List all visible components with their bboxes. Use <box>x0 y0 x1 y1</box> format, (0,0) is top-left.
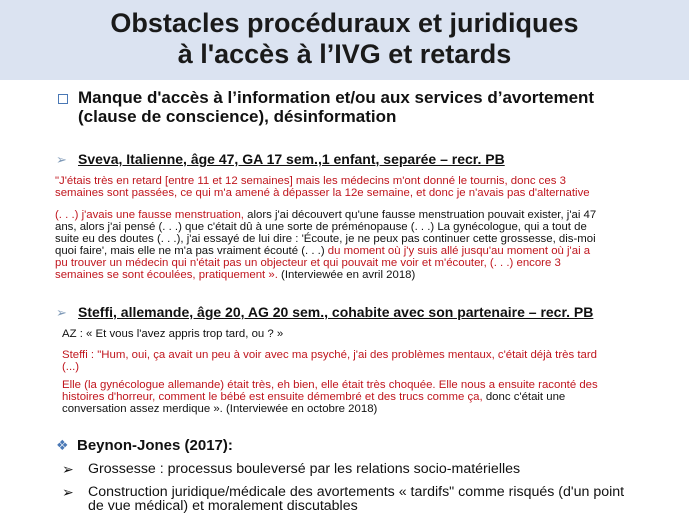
case1-quote2-line5: pu trouver un médecin qui n'était pas un objecteur et qui pouvait me voir et m'écouter, (. . .) encore 3 <box>55 257 561 269</box>
case2-quote2-line3: conversation assez merdique ». (Interviewée en octobre 2018) <box>62 403 378 415</box>
case2-quote2-line1: Elle (la gynécologue allemande) était très, eh bien, elle était très choquée. Elle nous a ensuite raconté des <box>62 379 598 391</box>
square-bullet-icon <box>58 94 68 104</box>
case2-title: Steffi, allemande, âge 20, AG 20 sem., cohabite avec son partenaire – recr. PB <box>78 304 594 320</box>
arrow-bullet-icon: ➢ <box>56 305 67 320</box>
case2-quote1-line1: Steffi : "Hum, oui, ça avait un peu à voir avec ma psyché, j'ai des problèmes mentaux, c'était déjà très tard <box>62 349 597 361</box>
case1-quote1-line1: "J'étais très en retard [entre 11 et 12 semaines] mais les médecins m'ont donné le tournis, donc ces 3 <box>55 175 566 187</box>
arrow-bullet-icon: ➢ <box>62 484 74 500</box>
case1-title: Sveva, Italienne, âge 47, GA 17 sem.,1 enfant, separée – recr. PB <box>78 151 505 167</box>
slide-title-line1: Obstacles procéduraux et juridiques <box>110 8 579 38</box>
beynon-item1: Grossesse : processus bouleversé par les relations socio-matérielles <box>88 461 521 477</box>
main-heading: Manque d'accès à l’information et/ou aux services d’avortement (clause de conscience), désinformation <box>78 88 595 126</box>
diamond-bullet-icon: ❖ <box>56 437 69 453</box>
arrow-bullet-icon: ➢ <box>62 461 74 477</box>
case2-quote1-line2: (...) <box>62 361 80 373</box>
case1-quote1-line2: semaines sont passées, ce qui m'a amené à dépasser la 12e semaine, et donc je n'avais pas d'alternative <box>55 187 590 199</box>
beynon-item2-line1: Construction juridique/médicale des avortements « tardifs" comme risqués (d'un point <box>88 484 625 500</box>
case1-quote2-line3: suite eu des doutes (. . .), j'ai essayé de lui dire : 'Écoute, je ne peux pas continuer cette grossesse, dis-moi <box>55 233 596 245</box>
case1-quote2-line6: semaines se sont écoulées, pratiquement ». (Interviewée en avril 2018) <box>55 269 416 281</box>
case1-quote2-line4: quoi faire', mais elle ne m'a pas vraiment écouté (. . .) du moment où j'y suis allé jusqu'au moment où j'ai a <box>55 245 591 257</box>
case2-quote2-line2: histoires d'horreur, comment le bébé est ensuite démembré et des trucs comme ça, donc c'était une <box>62 391 566 403</box>
slide-title-line2: à l'accès à l’IVG et retards <box>177 39 512 69</box>
beynon-title: Beynon-Jones (2017): <box>77 437 233 454</box>
arrow-bullet-icon: ➢ <box>56 152 67 167</box>
case1-quote2-line1: (. . .) j'avais une fausse menstruation, alors j'ai découvert qu'une fausse menstruation pouvait exister, j'ai 47 <box>55 209 597 221</box>
beynon-item2-line2: de vue médical) et moralement discutables <box>88 498 358 514</box>
case1-quote2-line2: ans, alors j'ai pensé (. . .) que c'était dû à une sorte de préménopause (. . .) La gynécologue, qui a tout de <box>55 221 587 233</box>
case2-interviewer-question: AZ : « Et vous l'avez appris trop tard, ou ? » <box>62 328 284 340</box>
